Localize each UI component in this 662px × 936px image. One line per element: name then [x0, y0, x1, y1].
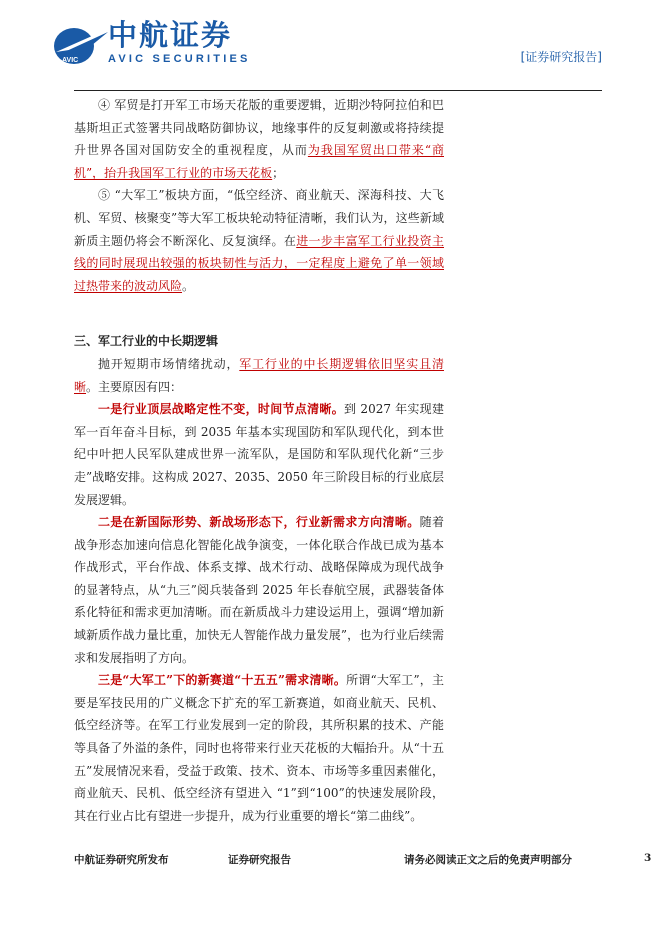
text: ④ 军贸是打开军工市场天花版的重要逻辑，近期沙特阿拉伯和巴基斯坦正式签署共同战略防御协议，地缘事件的反复刺激或将持续提升世界各国对国防安全的重视程度，从而 [74, 98, 444, 158]
paragraph-reason-one [74, 398, 444, 511]
text: 到 2027 年实现建军一百年奋斗目标，到 2035 年基本实现国防和军队现代化，到本世纪中叶把人民军队建成世界一流军队，是国防和军队现代化新“三步走”战略安排。这构成 2027、2035、2050 年三阶段目标的行业底层发展逻辑。 [74, 402, 444, 507]
text: 随着战争形态加速向信息化智能化战争演变，一体化联合作战已成为基本作战形式，平台作战、体系支撑、战术行动、战略保障成为现代战争的显著特点，从“九三”阅兵装备到 2025 年长春航空展，武器装备体系化特征和需求更加清晰。而在新质战斗力建设运用上，强调“增加新域新质作战力量比重，加快无人智能作战力量发展”，也为行业后续需求和发展指明了方向。 [74, 515, 444, 665]
avic-logo-icon [52, 22, 112, 66]
text: 所谓“大军工”，主要是军技民用的广义概念下扩充的军工新赛道，如商业航天、民机、低空经济等。在军工行业发展到一定的阶段，其所积累的技术、产能等具备了外溢的条件，同时也将带来行业天花板的大幅抬升。从“十五五”发展情况来看，受益于政策、技术、资本、市场等多重因素催化，商业航天、民机、低空经济有望进入 “1”到“100”的快速发展阶段，其在行业占比有望进一步提升，成为行业重要的增长“第二曲线”。 [74, 673, 444, 823]
lead-sentence: 三是“大军工”下的新赛道“十五五”需求清晰。 [98, 673, 347, 688]
svg-text:AVIC: AVIC [62, 57, 79, 64]
report-type-tag: [证券研究报告] [520, 50, 602, 64]
text: 。 [182, 278, 195, 293]
brand-name-en: AVIC SECURITIES [108, 53, 251, 65]
header-divider [74, 90, 602, 91]
brand-name-cn: 中航证券 [108, 18, 233, 52]
text: ⑤ “大军工”板块方面，“低空经济、商业航天、深海科技、大飞机、军贸、核聚变”等大军工板块轮动特征清晰，我们认为，这些新域新质主题仍将会不断深化、反复演绎。在 [74, 188, 444, 248]
page-footer [0, 852, 662, 882]
page-number: 3 [644, 852, 652, 864]
footer-doc-type: 证券研究报告 [228, 854, 291, 866]
brand [108, 18, 251, 65]
text: ； [272, 165, 285, 180]
text: 抛开短期市场情绪扰动， [98, 356, 240, 371]
paragraph-military-trade [74, 94, 444, 184]
report-body [74, 94, 444, 827]
spacer [74, 297, 444, 330]
highlight-text: 为我国军贸出口带来“商机”，抬升我国军工行业的市场天花板 [74, 143, 444, 180]
paragraph-reason-three [74, 669, 444, 827]
paragraph-reason-two [74, 511, 444, 669]
footer-disclaimer: 请务必阅读正文之后的免责声明部分 [404, 854, 572, 866]
lead-sentence: 二是在新国际形势、新战场形态下，行业新需求方向清晰。 [98, 515, 420, 530]
text: 。主要原因有四： [86, 379, 183, 394]
paragraph-intro [74, 353, 444, 398]
highlight-text: 军工行业的中长期逻辑依旧坚实且清晰 [74, 356, 444, 394]
highlight-text: 进一步丰富军工行业投资主线的同时展现出较强的板块韧性与活力，一定程度上避免了单一领域过热带来的波动风险 [74, 233, 444, 293]
lead-sentence: 一是行业顶层战略定性不变，时间节点清晰。 [98, 402, 345, 417]
page-header [0, 0, 662, 100]
paragraph-big-military-sector [74, 184, 444, 297]
footer-publisher: 中航证券研究所发布 [74, 854, 169, 866]
section-heading: 三、军工行业的中长期逻辑 [74, 334, 219, 349]
